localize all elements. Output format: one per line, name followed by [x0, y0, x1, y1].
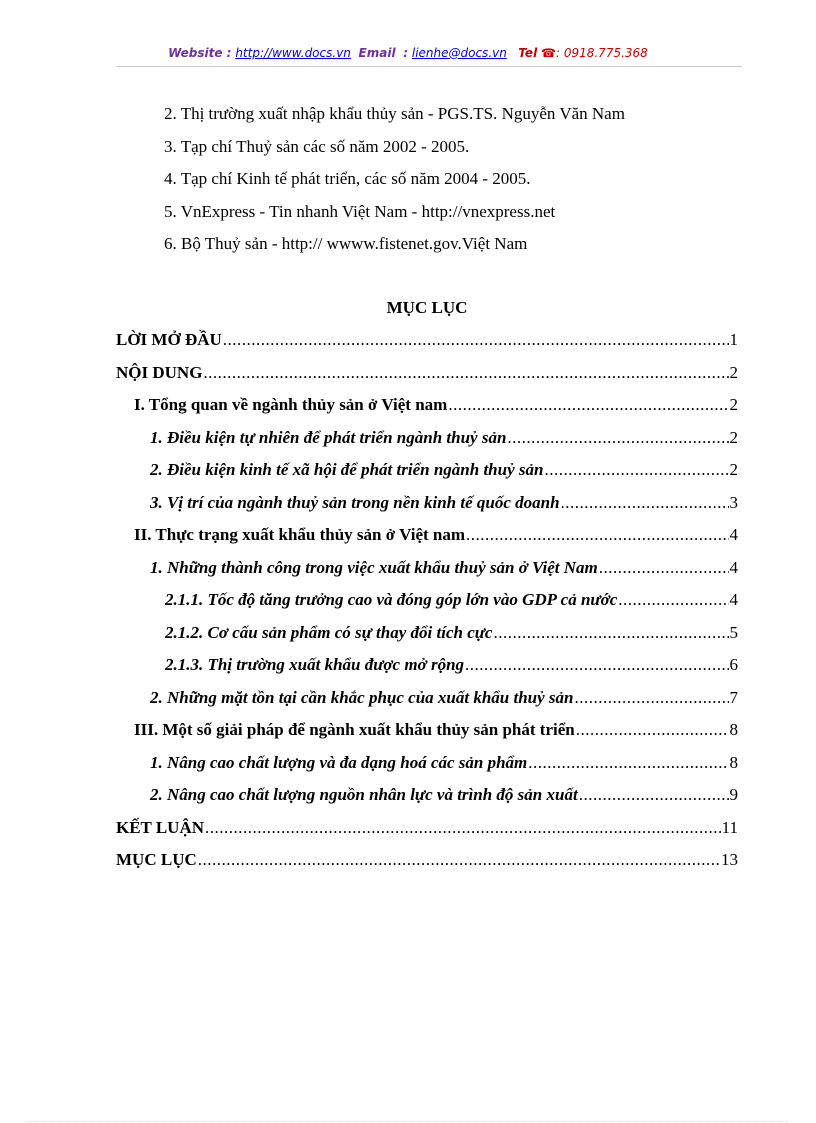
toc-entry-page: 5	[729, 622, 738, 642]
website-label: Website :	[168, 46, 232, 60]
toc-leader	[576, 717, 729, 743]
toc-entry[interactable]	[116, 620, 738, 653]
toc-entry[interactable]	[116, 652, 738, 685]
toc-entry-page: 3	[729, 492, 738, 512]
toc-entry-title: LỜI MỞ ĐẦU	[116, 330, 222, 349]
toc-entry-page: 4	[729, 557, 738, 577]
toc-leader	[205, 815, 721, 841]
toc-entry[interactable]	[116, 425, 738, 458]
toc-entry-title: KẾT LUẬN	[116, 817, 205, 837]
table-of-contents	[116, 327, 738, 880]
toc-leader	[544, 457, 728, 483]
toc-leader	[528, 750, 728, 776]
toc-leader	[448, 392, 728, 418]
toc-entry-title: I. Tổng quan về ngành thủy sản ở Việt nam	[134, 395, 448, 414]
toc-leader	[493, 620, 728, 646]
toc-entry-page: 8	[729, 720, 738, 739]
toc-entry-page: 11	[721, 817, 738, 837]
toc-leader	[579, 782, 729, 808]
toc-leader	[574, 685, 728, 711]
email-separator: :	[403, 46, 409, 60]
toc-entry-page: 2	[729, 460, 738, 479]
toc-entry-page: 13	[721, 850, 738, 869]
toc-entry[interactable]	[116, 717, 738, 750]
phone-number: : 0918.775.368	[555, 46, 648, 60]
toc-leader	[223, 327, 729, 353]
toc-entry-page: 6	[729, 655, 738, 674]
toc-entry-title: 2.1.1. Tốc độ tăng trưởng cao và đóng góp lớn vào GDP cả nước	[165, 590, 618, 609]
phone-icon: ☎	[541, 46, 556, 60]
toc-entry-title: 1. Những thành công trong việc xuất khẩu thuỷ sản ở Việt Nam	[150, 557, 598, 577]
toc-leader	[203, 360, 728, 386]
reference-list	[164, 103, 625, 266]
toc-entry-page: 8	[729, 752, 738, 772]
toc-leader	[561, 490, 729, 516]
toc-entry-page: 4	[729, 525, 738, 544]
toc-entry-title: 3. Vị trí của ngành thuỷ sản trong nền kinh tế quốc doanh	[150, 492, 560, 512]
toc-leader	[618, 587, 728, 613]
toc-entry-page: 2	[729, 427, 738, 447]
toc-leader	[466, 522, 728, 548]
toc-entry-title: 2. Điều kiện kinh tế xã hội để phát triển ngành thuỷ sản	[150, 460, 544, 479]
tel-label: Tel	[518, 46, 538, 60]
toc-entry-page: 7	[729, 687, 738, 707]
header-divider	[116, 66, 742, 67]
toc-entry[interactable]	[116, 587, 738, 620]
reference-item: 3. Tạp chí Thuỷ sản các số năm 2002 - 2005.	[164, 136, 470, 156]
toc-entry-title: MỤC LỤC	[116, 850, 197, 869]
reference-item: 2. Thị trường xuất nhập khẩu thủy sản - PGS.TS. Nguyễn Văn Nam	[164, 104, 625, 123]
website-link[interactable]: http://www.docs.vn	[235, 46, 351, 60]
toc-entry-title: 1. Nâng cao chất lượng và đa dạng hoá các sản phẩm	[150, 752, 528, 772]
toc-heading: MỤC LỤC	[386, 298, 468, 317]
toc-entry-title: 1. Điều kiện tự nhiên để phát triển ngành thuỷ sản	[150, 427, 507, 447]
toc-leader	[507, 425, 728, 451]
toc-entry[interactable]	[116, 360, 738, 393]
toc-leader	[599, 555, 729, 581]
toc-entry[interactable]	[116, 555, 738, 588]
toc-entry[interactable]	[116, 847, 738, 880]
toc-entry[interactable]	[116, 815, 738, 848]
toc-entry[interactable]	[116, 457, 738, 490]
toc-entry[interactable]	[116, 522, 738, 555]
toc-leader	[198, 847, 720, 873]
email-label: Email	[358, 46, 396, 60]
reference-item: 5. VnExpress - Tin nhanh Việt Nam - http://vnexpress.net	[164, 201, 556, 221]
footer-divider	[28, 1121, 788, 1122]
toc-entry[interactable]	[116, 327, 738, 360]
toc-entry[interactable]	[116, 782, 738, 815]
reference-item: 6. Bộ Thuỷ sản - http:// wwww.fistenet.gov.Việt Nam	[164, 234, 528, 253]
toc-entry-title: 2. Nâng cao chất lượng nguồn nhân lực và trình độ sản xuất	[150, 785, 578, 804]
email-link[interactable]: lienhe@docs.vn	[411, 46, 507, 60]
toc-entry-title: III. Một số giải pháp để ngành xuất khẩu thủy sản phát triển	[134, 720, 575, 739]
toc-entry-page: 2	[729, 395, 738, 414]
toc-entry[interactable]	[116, 490, 738, 523]
toc-leader	[465, 652, 728, 678]
toc-entry-title: 2. Những mặt tồn tại cần khắc phục của xuất khẩu thuỷ sản	[150, 687, 574, 707]
toc-entry[interactable]	[116, 750, 738, 783]
page-header	[0, 46, 816, 60]
toc-entry-page: 9	[729, 785, 738, 804]
toc-entry[interactable]	[116, 392, 738, 425]
reference-item: 4. Tạp chí Kinh tế phát triển, các số năm 2004 - 2005.	[164, 169, 531, 188]
toc-entry-title: NỘI DUNG	[116, 362, 203, 382]
toc-entry-page: 4	[729, 590, 738, 609]
toc-entry-title: 2.1.3. Thị trường xuất khẩu được mở rộng	[165, 655, 465, 674]
toc-entry-title: 2.1.2. Cơ cấu sản phẩm có sự thay đổi tích cực	[165, 622, 493, 642]
toc-entry-title: II. Thực trạng xuất khẩu thủy sản ở Việt nam	[134, 525, 466, 544]
toc-entry-page: 2	[729, 362, 738, 382]
toc-entry-page: 1	[729, 330, 738, 349]
toc-entry[interactable]	[116, 685, 738, 718]
